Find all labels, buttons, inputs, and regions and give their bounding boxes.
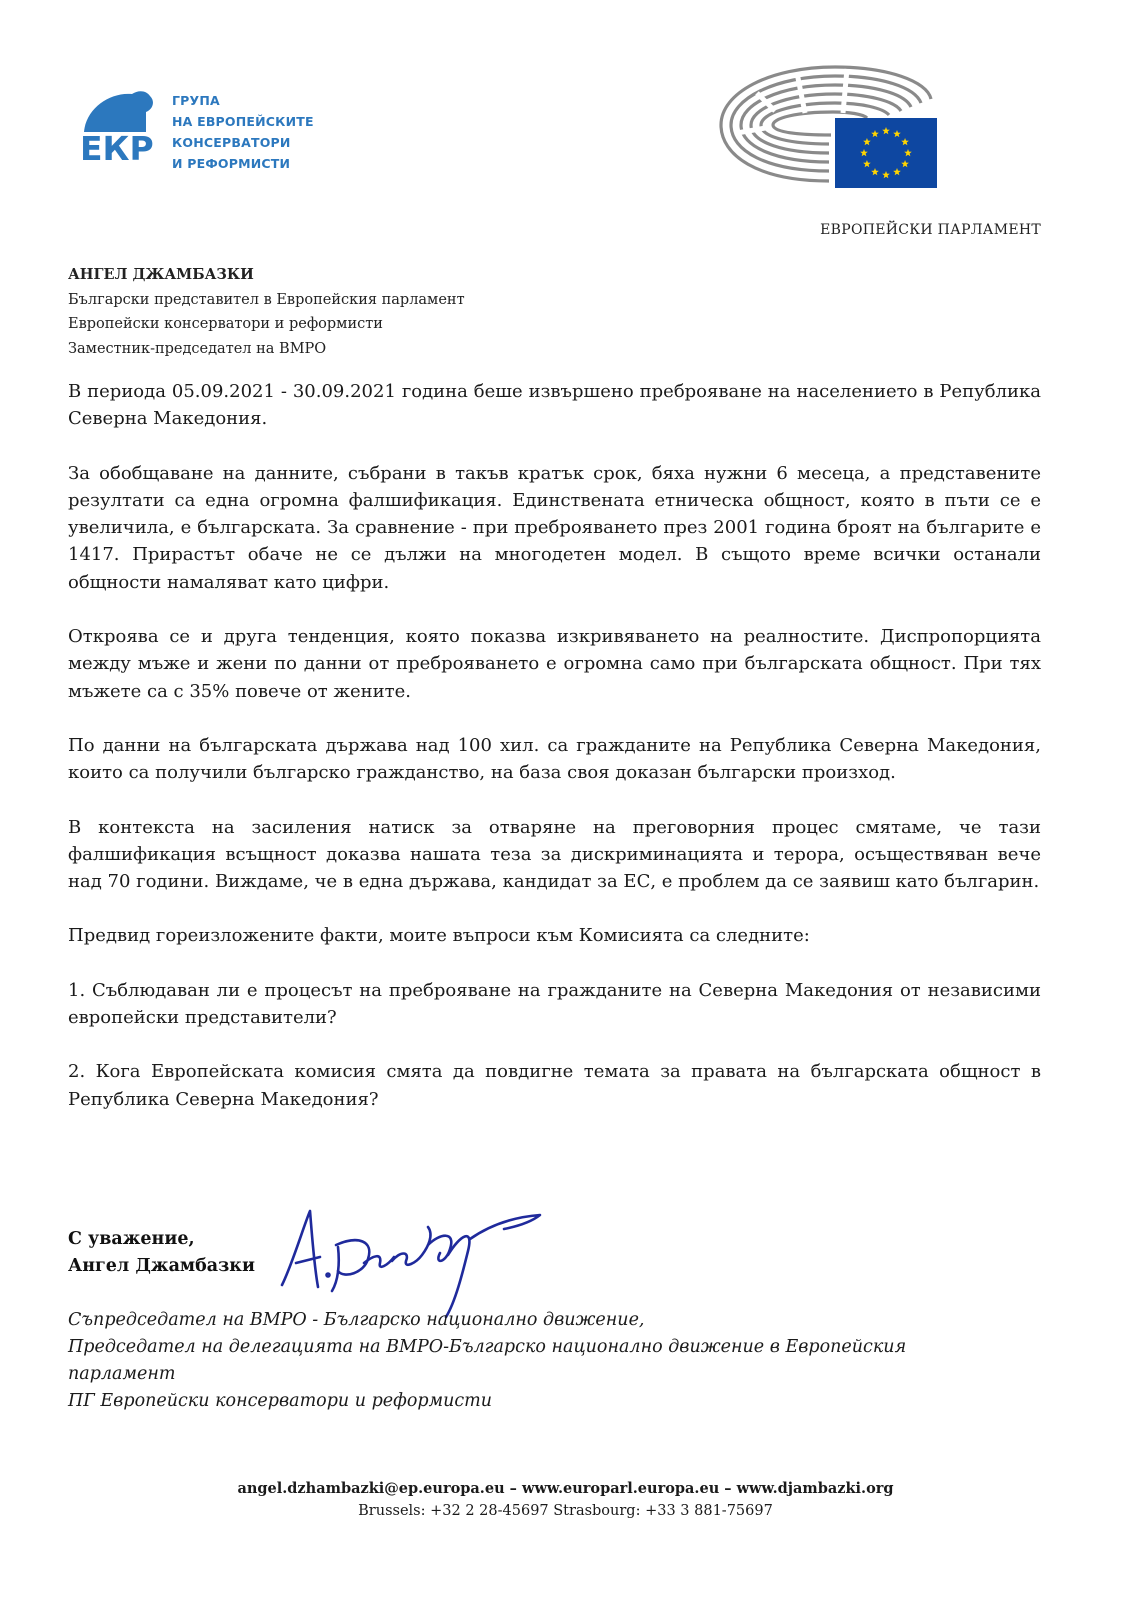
sender-role: Заместник-председател на ВМРО — [68, 340, 327, 357]
body-paragraph: По данни на българската държава над 100 хил. са гражданите на Република Северна Македония, които са получили българско гражданство, на база своя доказан български произход. — [68, 734, 1041, 784]
footer — [0, 1478, 1131, 1522]
ecr-line: ГРУПА — [172, 93, 220, 108]
body-paragraph: В контекста на засиления натиск за отваряне на преговорния процес смятаме, че тази фалшификация всъщност доказва нашата теза за дискриминацията и терора, осъществяван вече над 70 години. Виждаме, че в една държава, кандидат за ЕС, е проблем да се заявиш като българин. — [68, 816, 1041, 893]
question-item: 2. Кога Европейската комисия смята да повдигне темата за правата на българската общност в Република Северна Македония? — [68, 1061, 1041, 1110]
handwritten-signature — [278, 1205, 553, 1320]
ecr-line: НА ЕВРОПЕЙСКИТЕ — [172, 114, 314, 129]
sender-titles — [68, 1307, 906, 1415]
letter-body — [68, 378, 1041, 1140]
title-line: парламент — [68, 1364, 176, 1384]
sender-role: Европейски консерватори и реформисти — [68, 316, 383, 332]
body-paragraph: В периода 05.09.2021 - 30.09.2021 година беше извършено преброяване на населението в Република Северна Македония. — [68, 381, 1041, 430]
ecr-group-name — [172, 90, 314, 174]
sender-name: АНГЕЛ ДЖАМБАЗКИ — [68, 266, 254, 283]
ecr-group-logo — [80, 88, 320, 171]
body-paragraph: Откроява се и друга тенденция, която показва изкривяването на реалностите. Диспропорцията между мъже и жени по данни от преброяването е огромна само при българската общност. При тях мъжете са с 35% повече от жените. — [68, 626, 1041, 702]
ecr-letters: ЕКР — [80, 129, 154, 164]
eu-flag-icon — [835, 118, 937, 188]
sender-block — [68, 263, 465, 361]
ecr-line: КОНСЕРВАТОРИ — [172, 135, 291, 150]
closing-block — [68, 1226, 255, 1280]
european-parliament-logo — [717, 63, 947, 188]
question-item: 1. Съблюдаван ли е процесът на преброяване на гражданите на Северна Македония от независими европейски представители? — [68, 979, 1041, 1029]
ecr-line: И РЕФОРМИСТИ — [172, 156, 291, 171]
ecr-lion-icon — [80, 88, 170, 164]
ep-label: ЕВРОПЕЙСКИ ПАРЛАМЕНТ — [820, 222, 1041, 238]
title-line: Председател на делегацията на ВМРО-Българско национално движение в Европейския — [68, 1337, 907, 1357]
body-paragraph: Предвид гореизложените факти, моите въпроси към Комисията са следните: — [68, 925, 810, 947]
sender-role: Български представител в Европейския парламент — [68, 291, 465, 308]
body-paragraph: За обобщаване на данните, събрани в такъв кратък срок, бяха нужни 6 месеца, а представените резултати са една огромна фалшификация. Единствената етническа общност, която в пъти се е увеличила, е българската. За сравнение - при преброяването през 2001 година броят на българите е 1417. Прирастът обаче не се дължи на многодетен модел. В същото време всички останали общности намаляват като цифри. — [68, 462, 1041, 593]
closing-name: Ангел Джамбазки — [68, 1256, 255, 1276]
footer-phones: Brussels: +32 2 28-45697 Strasbourg: +33 3 881-75697 — [358, 1503, 773, 1519]
closing-greeting: С уважение, — [68, 1229, 195, 1249]
footer-links: angel.dzhambazki@ep.europa.eu – www.europarl.europa.eu – www.djambazki.org — [237, 1480, 894, 1497]
title-line: ПГ Европейски консерватори и реформисти — [68, 1391, 493, 1411]
title-line: Съпредседател на ВМРО - Българско национално движение, — [68, 1310, 645, 1330]
